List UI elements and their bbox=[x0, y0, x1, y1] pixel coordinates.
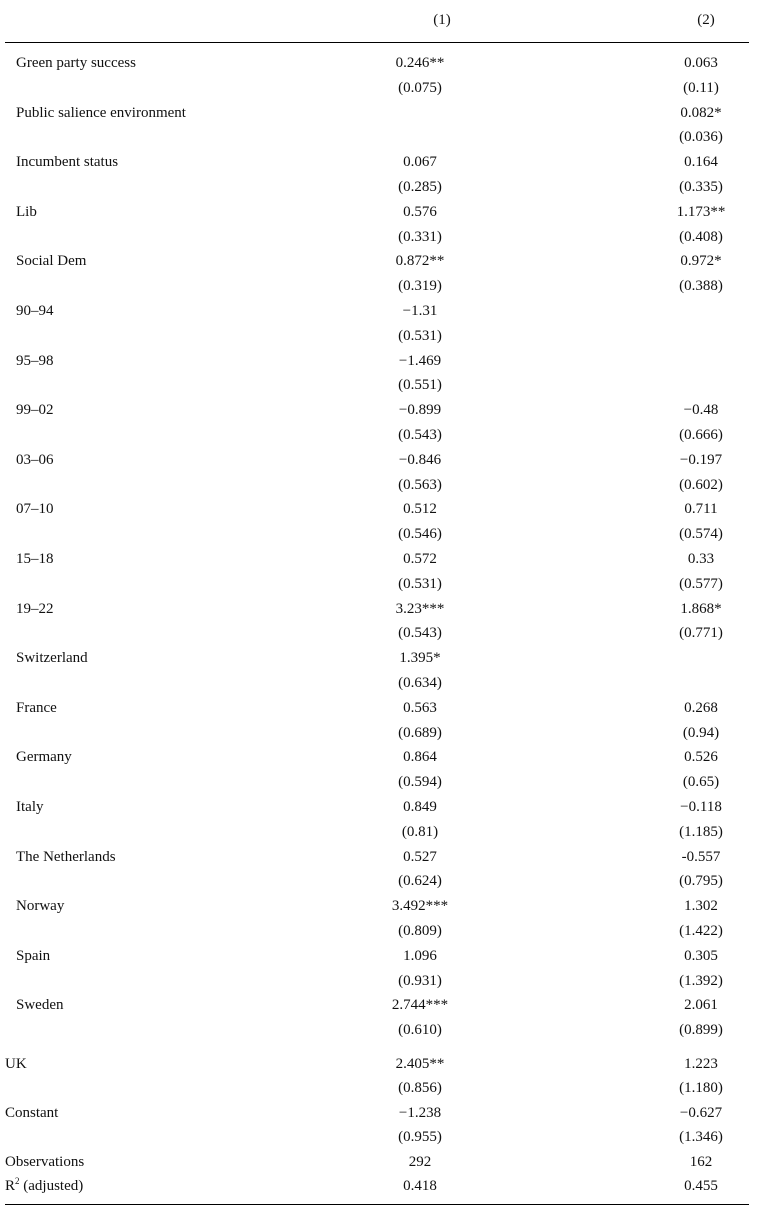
model-2-value: (1.392) bbox=[679, 972, 723, 989]
model-1-value: (0.856) bbox=[398, 1080, 442, 1097]
model-2-value: 1.868* bbox=[680, 600, 722, 617]
model-2-value: 0.33 bbox=[687, 551, 715, 567]
model-2-value: 0.164 bbox=[684, 154, 718, 171]
model-1-value: (0.543) bbox=[398, 625, 442, 642]
model-1-value: (0.546) bbox=[398, 526, 442, 543]
model-1-value: −1.31 bbox=[402, 303, 438, 319]
model-2-value: (0.65) bbox=[682, 774, 720, 791]
row-label: Norway bbox=[16, 898, 65, 915]
row-label: Green party success bbox=[16, 55, 136, 71]
model-2-value: (0.11) bbox=[683, 79, 719, 96]
row-label: Social Dem bbox=[16, 253, 87, 270]
model-1-value: 0.563 bbox=[403, 699, 437, 716]
model-1-value: (0.809) bbox=[398, 923, 442, 939]
model-1-value: (0.594) bbox=[398, 774, 442, 791]
row-label: Germany bbox=[16, 749, 72, 766]
model-1-value: 0.576 bbox=[403, 203, 437, 220]
model-1-value: (0.285) bbox=[398, 179, 442, 195]
row-label: 19–22 bbox=[16, 600, 54, 617]
model-1-value: (0.931) bbox=[398, 972, 442, 989]
model-2-value: 0.972* bbox=[680, 253, 722, 270]
row-label: Switzerland bbox=[16, 650, 88, 667]
model-1-value: (0.624) bbox=[398, 873, 442, 890]
row-label: 90–94 bbox=[16, 303, 54, 319]
model-1-value: 0.246** bbox=[395, 55, 445, 71]
model-2-value: (1.185) bbox=[679, 823, 723, 840]
row-label: 15–18 bbox=[16, 551, 54, 567]
model-2-value: 162 bbox=[689, 1153, 713, 1170]
model-1-value: (0.543) bbox=[398, 427, 442, 443]
row-label: 95–98 bbox=[16, 352, 54, 369]
model-2-value: −0.48 bbox=[683, 402, 719, 419]
model-1-value: 2.405** bbox=[395, 1056, 445, 1072]
model-1-value: 0.572 bbox=[403, 551, 437, 567]
model-1-value: (0.531) bbox=[398, 327, 442, 344]
r-squared-base: R bbox=[5, 1178, 16, 1194]
model-1-value: 0.849 bbox=[403, 799, 437, 815]
model-2-value: −0.627 bbox=[679, 1104, 723, 1121]
model-1-value: −1.469 bbox=[398, 352, 442, 369]
row-label: Sweden bbox=[16, 997, 64, 1014]
row-label-r-squared bbox=[5, 1175, 83, 1197]
model-1-value: −1.238 bbox=[398, 1104, 442, 1121]
row-label: Lib bbox=[16, 203, 37, 220]
model-1-value: (0.563) bbox=[398, 476, 442, 493]
model-1-value: 1.096 bbox=[403, 947, 437, 964]
model-1-value: 0.418 bbox=[403, 1178, 437, 1194]
model-2-value: −0.118 bbox=[680, 799, 722, 815]
model-2-value: 0.305 bbox=[684, 947, 718, 964]
row-label: Italy bbox=[16, 799, 44, 815]
model-2-value: (0.577) bbox=[679, 575, 723, 592]
model-2-value: (1.422) bbox=[679, 923, 723, 939]
model-2-value: (0.388) bbox=[679, 278, 723, 295]
model-1-value: −0.846 bbox=[398, 451, 442, 468]
model-2-value: (0.602) bbox=[679, 476, 723, 493]
bottom-rule bbox=[5, 1204, 749, 1205]
model-2-value: 0.711 bbox=[684, 501, 718, 518]
model-2-value: 0.526 bbox=[684, 749, 718, 766]
model-2-value: (0.666) bbox=[679, 427, 723, 443]
model-2-value: (0.574) bbox=[679, 526, 723, 543]
model-1-value: (0.319) bbox=[398, 278, 442, 295]
model-2-value: (1.180) bbox=[679, 1080, 723, 1097]
model-2-value: 0.063 bbox=[684, 55, 718, 71]
row-label: UK bbox=[5, 1056, 27, 1072]
model-2-value: (0.036) bbox=[679, 129, 723, 146]
model-2-value: 2.061 bbox=[684, 997, 718, 1014]
model-2-value: (0.94) bbox=[682, 724, 720, 741]
model-2-value: −0.197 bbox=[679, 451, 723, 468]
model-1-value: (0.610) bbox=[398, 1022, 442, 1039]
model-1-value: −0.899 bbox=[398, 402, 442, 419]
model-1-value: (0.634) bbox=[398, 675, 442, 691]
top-rule bbox=[5, 42, 749, 43]
model-1-value: 3.23*** bbox=[395, 600, 445, 617]
model-1-value: (0.551) bbox=[398, 377, 442, 394]
row-label: Spain bbox=[16, 947, 51, 964]
row-label: Constant bbox=[5, 1104, 59, 1121]
row-label: 07–10 bbox=[16, 501, 54, 518]
model-1-value: 2.744*** bbox=[391, 997, 449, 1014]
model-2-value: (0.335) bbox=[679, 179, 723, 195]
model-1-value: 1.395* bbox=[399, 650, 441, 667]
model-2-value: 1.302 bbox=[684, 898, 718, 915]
model-1-value: (0.955) bbox=[398, 1129, 442, 1146]
row-label: Public salience environment bbox=[16, 104, 186, 121]
row-label: 99–02 bbox=[16, 402, 54, 419]
model-2-value: (1.346) bbox=[679, 1129, 723, 1146]
model-2-value: 0.268 bbox=[684, 699, 718, 716]
model-1-value: 0.872** bbox=[395, 253, 445, 270]
model-1-value: 0.067 bbox=[403, 154, 437, 171]
model-1-value: 0.512 bbox=[403, 501, 437, 518]
model-1-value: 0.864 bbox=[403, 749, 437, 766]
model-1-value: 3.492*** bbox=[391, 898, 449, 915]
row-label: France bbox=[16, 699, 57, 716]
model-1-value: (0.531) bbox=[398, 575, 442, 592]
model-2-value: (0.795) bbox=[679, 873, 723, 890]
r-squared-suffix: (adjusted) bbox=[19, 1178, 84, 1194]
model-1-value: (0.689) bbox=[398, 724, 442, 741]
model-2-value: (0.408) bbox=[679, 228, 723, 245]
row-label: Incumbent status bbox=[16, 154, 119, 171]
model-2-value: (0.899) bbox=[679, 1022, 723, 1039]
model-2-value: 0.082* bbox=[680, 104, 722, 121]
row-label: Observations bbox=[5, 1153, 85, 1170]
model-1-value: 0.527 bbox=[403, 848, 437, 865]
model-2-value: 0.455 bbox=[684, 1178, 718, 1194]
column-header-2: (2) bbox=[697, 12, 715, 28]
row-label: 03–06 bbox=[16, 451, 54, 468]
model-1-value: (0.81) bbox=[401, 823, 439, 840]
model-2-value: (0.771) bbox=[679, 625, 723, 642]
model-2-value: 1.223 bbox=[684, 1056, 718, 1072]
model-2-value: 1.173** bbox=[676, 203, 726, 220]
model-1-value: (0.331) bbox=[398, 228, 442, 245]
model-2-value: -0.557 bbox=[681, 848, 721, 865]
r-squared-superscript: 2 bbox=[15, 1176, 20, 1186]
model-1-value: (0.075) bbox=[398, 79, 442, 96]
column-header-1: (1) bbox=[433, 12, 451, 28]
model-1-value: 292 bbox=[408, 1153, 432, 1170]
row-label: The Netherlands bbox=[16, 848, 116, 865]
